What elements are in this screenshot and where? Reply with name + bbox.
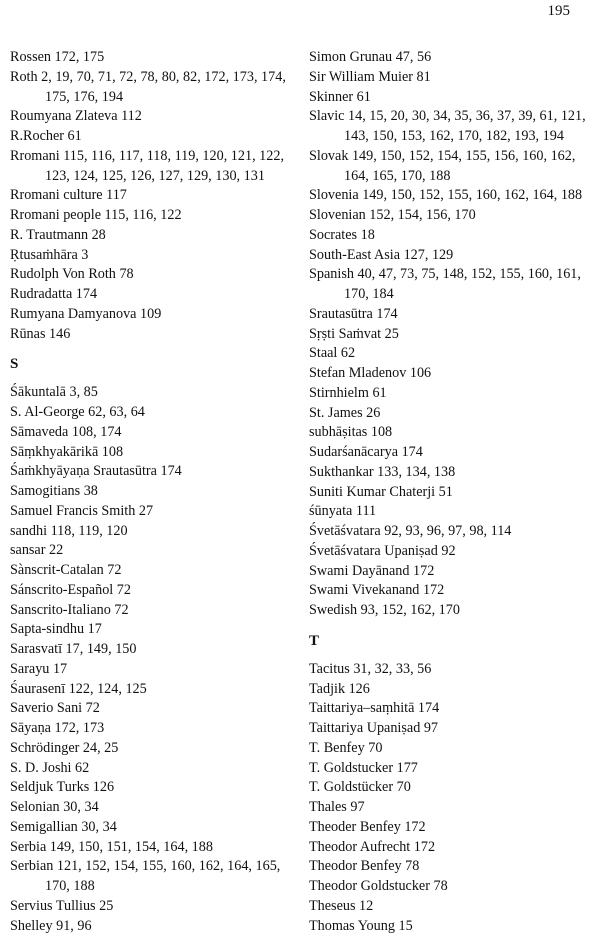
index-entry: Roth 2, 19, 70, 71, 72, 78, 80, 82, 172, 173, 174, 175, 176, 194 xyxy=(10,68,290,108)
index-column-right xyxy=(309,48,589,936)
index-entry: Samuel Francis Smith 27 xyxy=(10,502,290,522)
index-entry: Thomas Young 15 xyxy=(309,917,589,936)
index-entry: subhāṣitas 108 xyxy=(309,423,589,443)
page-number: 195 xyxy=(548,3,571,20)
index-entry: Śaurasenī 122, 124, 125 xyxy=(10,680,290,700)
index-entry: Serbia 149, 150, 151, 154, 164, 188 xyxy=(10,838,290,858)
index-entry: R. Trautmann 28 xyxy=(10,226,290,246)
index-entry: Rūnas 146 xyxy=(10,325,290,345)
index-entry: Semigallian 30, 34 xyxy=(10,818,290,838)
index-entry: Theodor Goldstucker 78 xyxy=(309,877,589,897)
index-entry: Thales 97 xyxy=(309,798,589,818)
index-entry: Rumyana Damyanova 109 xyxy=(10,305,290,325)
index-entry: Tacitus 31, 32, 33, 56 xyxy=(309,660,589,680)
index-entry: Slovenia 149, 150, 152, 155, 160, 162, 164, 188 xyxy=(309,186,589,206)
index-entry: Skinner 61 xyxy=(309,88,589,108)
index-entry: Ṛtusaṁhāra 3 xyxy=(10,246,290,266)
index-entry: Socrates 18 xyxy=(309,226,589,246)
index-entry: Slovenian 152, 154, 156, 170 xyxy=(309,206,589,226)
index-entry: Śvetāśvatara Upaniṣad 92 xyxy=(309,542,589,562)
index-entry: Rudradatta 174 xyxy=(10,285,290,305)
index-entry: Tadjik 126 xyxy=(309,680,589,700)
index-column-left xyxy=(10,48,290,936)
index-entry: Theseus 12 xyxy=(309,897,589,917)
index-entry: Selonian 30, 34 xyxy=(10,798,290,818)
index-entry: Seldjuk Turks 126 xyxy=(10,778,290,798)
index-entry: Rromani culture 117 xyxy=(10,186,290,206)
index-entry: Rromani 115, 116, 117, 118, 119, 120, 121, 122, 123, 124, 125, 126, 127, 129, 130, 131 xyxy=(10,147,290,187)
index-entry: Sṛṣti Saṁvat 25 xyxy=(309,325,589,345)
index-entry: sansar 22 xyxy=(10,541,290,561)
index-entry: śūnyata 111 xyxy=(309,502,589,522)
index-entry: Saverio Sani 72 xyxy=(10,699,290,719)
index-entry: Staal 62 xyxy=(309,344,589,364)
index-entry: R.Rocher 61 xyxy=(10,127,290,147)
index-entry: Suniti Kumar Chaterji 51 xyxy=(309,483,589,503)
index-entry: Sànscrit-Catalan 72 xyxy=(10,561,290,581)
index-entry: T. Goldstucker 177 xyxy=(309,759,589,779)
index-entry: Rudolph Von Roth 78 xyxy=(10,265,290,285)
index-entry: S. Al-George 62, 63, 64 xyxy=(10,403,290,423)
index-entry: Sarayu 17 xyxy=(10,660,290,680)
index-entry: Rossen 172, 175 xyxy=(10,48,290,68)
index-entry: Taittariya Upaniṣad 97 xyxy=(309,719,589,739)
index-entry: Roumyana Zlateva 112 xyxy=(10,107,290,127)
index-entry: Slovak 149, 150, 152, 154, 155, 156, 160, 162, 164, 165, 170, 188 xyxy=(309,147,589,187)
index-entry: Śākuntalā 3, 85 xyxy=(10,383,290,403)
index-entry: Swami Dayānand 172 xyxy=(309,562,589,582)
section-heading: S xyxy=(10,354,290,374)
index-entry: Sarasvatī 17, 149, 150 xyxy=(10,640,290,660)
index-entry: Sāmaveda 108, 174 xyxy=(10,423,290,443)
index-entry: Serbian 121, 152, 154, 155, 160, 162, 164, 165, 170, 188 xyxy=(10,857,290,897)
index-entry: Śvetāśvatara 92, 93, 96, 97, 98, 114 xyxy=(309,522,589,542)
index-entry: Srautasūtra 174 xyxy=(309,305,589,325)
index-entry: Shelley 91, 96 xyxy=(10,917,290,936)
index-entry: Theodor Benfey 78 xyxy=(309,857,589,877)
index-entry: Slavic 14, 15, 20, 30, 34, 35, 36, 37, 39, 61, 121, 143, 150, 153, 162, 170, 182, 193, 194 xyxy=(309,107,589,147)
index-entry: Sanscrito-Italiano 72 xyxy=(10,601,290,621)
index-entry: Schrödinger 24, 25 xyxy=(10,739,290,759)
index-entry: Taittariya–saṃhitā 174 xyxy=(309,699,589,719)
index-entry: Sir William Muier 81 xyxy=(309,68,589,88)
index-entry: Sāṃkhyakārikā 108 xyxy=(10,443,290,463)
index-entry: Sapta-sindhu 17 xyxy=(10,620,290,640)
index-entry: sandhi 118, 119, 120 xyxy=(10,522,290,542)
index-entry: South-East Asia 127, 129 xyxy=(309,246,589,266)
index-entry: Śaṁkhyāyaṇa Srautasūtra 174 xyxy=(10,462,290,482)
index-entry: Swedish 93, 152, 162, 170 xyxy=(309,601,589,621)
index-entry: Samogitians 38 xyxy=(10,482,290,502)
index-entry: Spanish 40, 47, 73, 75, 148, 152, 155, 160, 161, 170, 184 xyxy=(309,265,589,305)
index-entry: Sukthankar 133, 134, 138 xyxy=(309,463,589,483)
index-entry: Stefan Mladenov 106 xyxy=(309,364,589,384)
index-entry: Rromani people 115, 116, 122 xyxy=(10,206,290,226)
index-entry: Sudarśanācarya 174 xyxy=(309,443,589,463)
index-entry: Sāyaṇa 172, 173 xyxy=(10,719,290,739)
index-entry: Theoder Benfey 172 xyxy=(309,818,589,838)
index-entry: T. Goldstücker 70 xyxy=(309,778,589,798)
index-entry: T. Benfey 70 xyxy=(309,739,589,759)
index-entry: Theodor Aufrecht 172 xyxy=(309,838,589,858)
index-entry: Servius Tullius 25 xyxy=(10,897,290,917)
section-heading: T xyxy=(309,631,589,651)
index-entry: Swami Vivekanand 172 xyxy=(309,581,589,601)
index-entry: Stirnhielm 61 xyxy=(309,384,589,404)
index-entry: St. James 26 xyxy=(309,404,589,424)
index-entry: Simon Grunau 47, 56 xyxy=(309,48,589,68)
index-entry: Sánscrito-Español 72 xyxy=(10,581,290,601)
index-entry: S. D. Joshi 62 xyxy=(10,759,290,779)
